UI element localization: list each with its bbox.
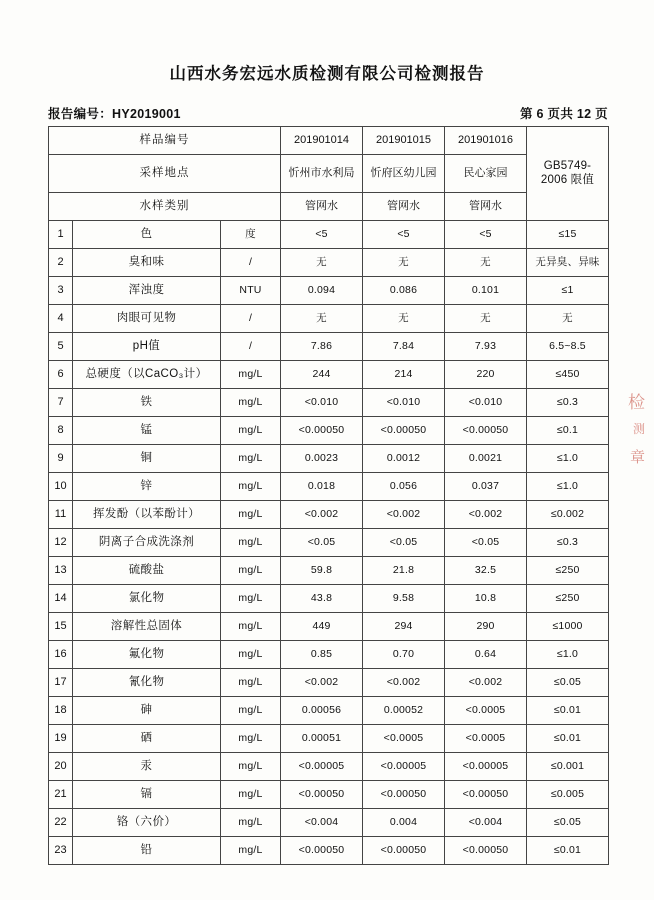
row-limit: ≤1: [527, 277, 609, 305]
table-row: [49, 641, 609, 669]
row-unit: mg/L: [221, 613, 281, 641]
row-value-3: <0.05: [445, 529, 527, 557]
sample-no-3: 201901016: [445, 127, 527, 155]
row-item-name: 挥发酚（以苯酚计）: [73, 501, 221, 529]
seal-mark-2: 测: [632, 422, 646, 436]
row-index: 22: [49, 809, 73, 837]
row-unit: mg/L: [221, 585, 281, 613]
row-value-2: <5: [363, 221, 445, 249]
row-value-3: 32.5: [445, 557, 527, 585]
row-item-name: 浑浊度: [73, 277, 221, 305]
row-value-3: 7.93: [445, 333, 527, 361]
page-title: 山西水务宏远水质检测有限公司检测报告: [169, 65, 485, 83]
row-value-1: <0.010: [281, 389, 363, 417]
row-item-name: 氟化物: [73, 641, 221, 669]
row-value-1: <0.00050: [281, 781, 363, 809]
row-value-1: 0.094: [281, 277, 363, 305]
header-row-sample-site: [49, 155, 609, 193]
row-index: 4: [49, 305, 73, 333]
row-value-1: <0.004: [281, 809, 363, 837]
row-value-2: 7.84: [363, 333, 445, 361]
row-value-3: <0.00050: [445, 781, 527, 809]
row-item-name: 铁: [73, 389, 221, 417]
row-value-1: 0.0023: [281, 445, 363, 473]
row-value-3: 0.64: [445, 641, 527, 669]
row-item-name: 砷: [73, 697, 221, 725]
row-limit: ≤0.05: [527, 809, 609, 837]
row-limit: ≤0.001: [527, 753, 609, 781]
row-index: 13: [49, 557, 73, 585]
row-index: 17: [49, 669, 73, 697]
seal-mark-1: 检: [628, 393, 646, 412]
seal-mark-3: 章: [629, 450, 646, 466]
row-value-1: <0.05: [281, 529, 363, 557]
row-value-1: 无: [281, 305, 363, 333]
row-limit: 无异臭、异味: [527, 249, 609, 277]
row-limit: 6.5~8.5: [527, 333, 609, 361]
row-value-2: 214: [363, 361, 445, 389]
row-unit: mg/L: [221, 417, 281, 445]
row-value-1: 59.8: [281, 557, 363, 585]
row-unit: mg/L: [221, 781, 281, 809]
row-index: 8: [49, 417, 73, 445]
row-limit: ≤250: [527, 585, 609, 613]
row-limit: ≤0.1: [527, 417, 609, 445]
row-value-2: 无: [363, 249, 445, 277]
row-value-3: <0.002: [445, 501, 527, 529]
row-unit: mg/L: [221, 697, 281, 725]
row-limit: ≤15: [527, 221, 609, 249]
row-item-name: 阴离子合成洗涤剂: [73, 529, 221, 557]
row-value-1: 449: [281, 613, 363, 641]
row-index: 19: [49, 725, 73, 753]
row-value-3: <0.00050: [445, 837, 527, 865]
header-label-water-type: 水样类别: [49, 193, 281, 221]
row-value-2: 0.056: [363, 473, 445, 501]
report-number: 报告编号：HY2019001: [48, 107, 181, 121]
header-label-sample-no: 样品编号: [49, 127, 281, 155]
row-value-1: <5: [281, 221, 363, 249]
table-row: [49, 445, 609, 473]
row-value-1: <0.00050: [281, 837, 363, 865]
row-value-2: <0.05: [363, 529, 445, 557]
row-index: 10: [49, 473, 73, 501]
row-index: 12: [49, 529, 73, 557]
row-value-3: <0.0005: [445, 697, 527, 725]
row-index: 16: [49, 641, 73, 669]
row-item-name: 镉: [73, 781, 221, 809]
water-quality-table: [48, 126, 609, 865]
row-value-1: 0.85: [281, 641, 363, 669]
row-index: 9: [49, 445, 73, 473]
row-index: 5: [49, 333, 73, 361]
row-value-3: 0.037: [445, 473, 527, 501]
row-value-2: 294: [363, 613, 445, 641]
table-row: [49, 557, 609, 585]
table-row: [49, 669, 609, 697]
row-unit: NTU: [221, 277, 281, 305]
row-value-2: <0.010: [363, 389, 445, 417]
row-limit: ≤0.3: [527, 389, 609, 417]
row-limit: ≤0.01: [527, 725, 609, 753]
row-value-1: 无: [281, 249, 363, 277]
table-row: [49, 529, 609, 557]
table-row: [49, 333, 609, 361]
sample-no-1: 201901014: [281, 127, 363, 155]
sample-site-3: 民心家园: [445, 155, 527, 193]
row-item-name: 铅: [73, 837, 221, 865]
row-value-3: <0.004: [445, 809, 527, 837]
row-limit: ≤1.0: [527, 641, 609, 669]
row-value-2: <0.00005: [363, 753, 445, 781]
row-value-2: <0.0005: [363, 725, 445, 753]
row-unit: mg/L: [221, 445, 281, 473]
row-limit: 无: [527, 305, 609, 333]
row-unit: mg/L: [221, 753, 281, 781]
sample-no-2: 201901015: [363, 127, 445, 155]
row-limit: ≤0.01: [527, 697, 609, 725]
row-value-2: 0.00052: [363, 697, 445, 725]
table-row: [49, 473, 609, 501]
row-value-3: <0.010: [445, 389, 527, 417]
row-limit: ≤1.0: [527, 473, 609, 501]
row-value-3: <0.00050: [445, 417, 527, 445]
report-meta: [48, 104, 608, 122]
row-unit: mg/L: [221, 725, 281, 753]
row-value-3: 无: [445, 305, 527, 333]
table-row: [49, 809, 609, 837]
table-row: [49, 613, 609, 641]
table-row: [49, 305, 609, 333]
row-value-3: <0.00005: [445, 753, 527, 781]
row-index: 1: [49, 221, 73, 249]
row-value-2: 0.086: [363, 277, 445, 305]
row-item-name: 氰化物: [73, 669, 221, 697]
table-row: [49, 725, 609, 753]
row-value-3: 0.0021: [445, 445, 527, 473]
sample-site-1: 忻州市水利局: [281, 155, 363, 193]
row-value-3: 0.101: [445, 277, 527, 305]
row-item-name: 硫酸盐: [73, 557, 221, 585]
row-unit: mg/L: [221, 809, 281, 837]
row-value-3: 无: [445, 249, 527, 277]
row-value-1: 0.00056: [281, 697, 363, 725]
sample-site-2: 忻府区幼儿园: [363, 155, 445, 193]
row-unit: /: [221, 333, 281, 361]
page-number: 第 6 页共 12 页: [519, 107, 608, 121]
row-index: 23: [49, 837, 73, 865]
row-item-name: 色: [73, 221, 221, 249]
row-index: 6: [49, 361, 73, 389]
row-index: 18: [49, 697, 73, 725]
row-index: 11: [49, 501, 73, 529]
row-value-2: 21.8: [363, 557, 445, 585]
row-unit: mg/L: [221, 557, 281, 585]
row-limit: ≤0.002: [527, 501, 609, 529]
row-value-1: <0.00050: [281, 417, 363, 445]
row-unit: mg/L: [221, 837, 281, 865]
row-value-1: <0.00005: [281, 753, 363, 781]
table-row: [49, 585, 609, 613]
row-item-name: 铬（六价）: [73, 809, 221, 837]
row-value-3: <0.0005: [445, 725, 527, 753]
table-row: [49, 221, 609, 249]
header-row-sample-no: [49, 127, 609, 155]
row-unit: mg/L: [221, 473, 281, 501]
row-limit: ≤0.005: [527, 781, 609, 809]
table-row: [49, 361, 609, 389]
row-limit: ≤1.0: [527, 445, 609, 473]
row-value-3: 290: [445, 613, 527, 641]
row-value-2: 0.004: [363, 809, 445, 837]
row-index: 20: [49, 753, 73, 781]
row-unit: mg/L: [221, 641, 281, 669]
table-row: [49, 837, 609, 865]
row-item-name: 硒: [73, 725, 221, 753]
row-value-1: 0.00051: [281, 725, 363, 753]
row-unit: mg/L: [221, 389, 281, 417]
row-index: 2: [49, 249, 73, 277]
row-limit: ≤0.05: [527, 669, 609, 697]
row-value-2: <0.002: [363, 669, 445, 697]
row-limit: ≤250: [527, 557, 609, 585]
row-value-1: 43.8: [281, 585, 363, 613]
row-unit: mg/L: [221, 501, 281, 529]
row-value-2: <0.00050: [363, 417, 445, 445]
row-item-name: 铜: [73, 445, 221, 473]
table-row: [49, 277, 609, 305]
row-value-2: 无: [363, 305, 445, 333]
header-row-water-type: [49, 193, 609, 221]
row-limit: ≤450: [527, 361, 609, 389]
row-value-1: 0.018: [281, 473, 363, 501]
row-limit: ≤1000: [527, 613, 609, 641]
row-value-2: 0.70: [363, 641, 445, 669]
water-type-3: 管网水: [445, 193, 527, 221]
row-value-1: 244: [281, 361, 363, 389]
row-value-3: <5: [445, 221, 527, 249]
row-item-name: pH值: [73, 333, 221, 361]
row-value-2: <0.002: [363, 501, 445, 529]
table-body: [49, 127, 609, 865]
row-value-3: <0.002: [445, 669, 527, 697]
row-unit: /: [221, 305, 281, 333]
row-unit: /: [221, 249, 281, 277]
row-index: 3: [49, 277, 73, 305]
water-type-1: 管网水: [281, 193, 363, 221]
row-value-3: 10.8: [445, 585, 527, 613]
table-row: [49, 389, 609, 417]
table-row: [49, 781, 609, 809]
table-row: [49, 697, 609, 725]
row-item-name: 汞: [73, 753, 221, 781]
row-limit: ≤0.01: [527, 837, 609, 865]
row-value-2: <0.00050: [363, 781, 445, 809]
row-unit: mg/L: [221, 361, 281, 389]
standard-header: GB5749- 2006 限值: [527, 127, 609, 221]
row-item-name: 氯化物: [73, 585, 221, 613]
table-row: [49, 249, 609, 277]
row-limit: ≤0.3: [527, 529, 609, 557]
row-value-2: 0.0012: [363, 445, 445, 473]
row-value-1: <0.002: [281, 501, 363, 529]
row-item-name: 肉眼可见物: [73, 305, 221, 333]
row-value-2: <0.00050: [363, 837, 445, 865]
row-value-1: 7.86: [281, 333, 363, 361]
table-row: [49, 753, 609, 781]
table-row: [49, 501, 609, 529]
row-item-name: 锰: [73, 417, 221, 445]
row-value-3: 220: [445, 361, 527, 389]
water-type-2: 管网水: [363, 193, 445, 221]
row-index: 14: [49, 585, 73, 613]
row-index: 21: [49, 781, 73, 809]
row-item-name: 总硬度（以CaCO₃计）: [73, 361, 221, 389]
header-label-sample-site: 采样地点: [49, 155, 281, 193]
row-unit: mg/L: [221, 669, 281, 697]
row-index: 7: [49, 389, 73, 417]
row-item-name: 锌: [73, 473, 221, 501]
row-index: 15: [49, 613, 73, 641]
row-value-1: <0.002: [281, 669, 363, 697]
row-unit: mg/L: [221, 529, 281, 557]
row-unit: 度: [221, 221, 281, 249]
row-value-2: 9.58: [363, 585, 445, 613]
row-item-name: 溶解性总固体: [73, 613, 221, 641]
table-row: [49, 417, 609, 445]
row-item-name: 臭和味: [73, 249, 221, 277]
